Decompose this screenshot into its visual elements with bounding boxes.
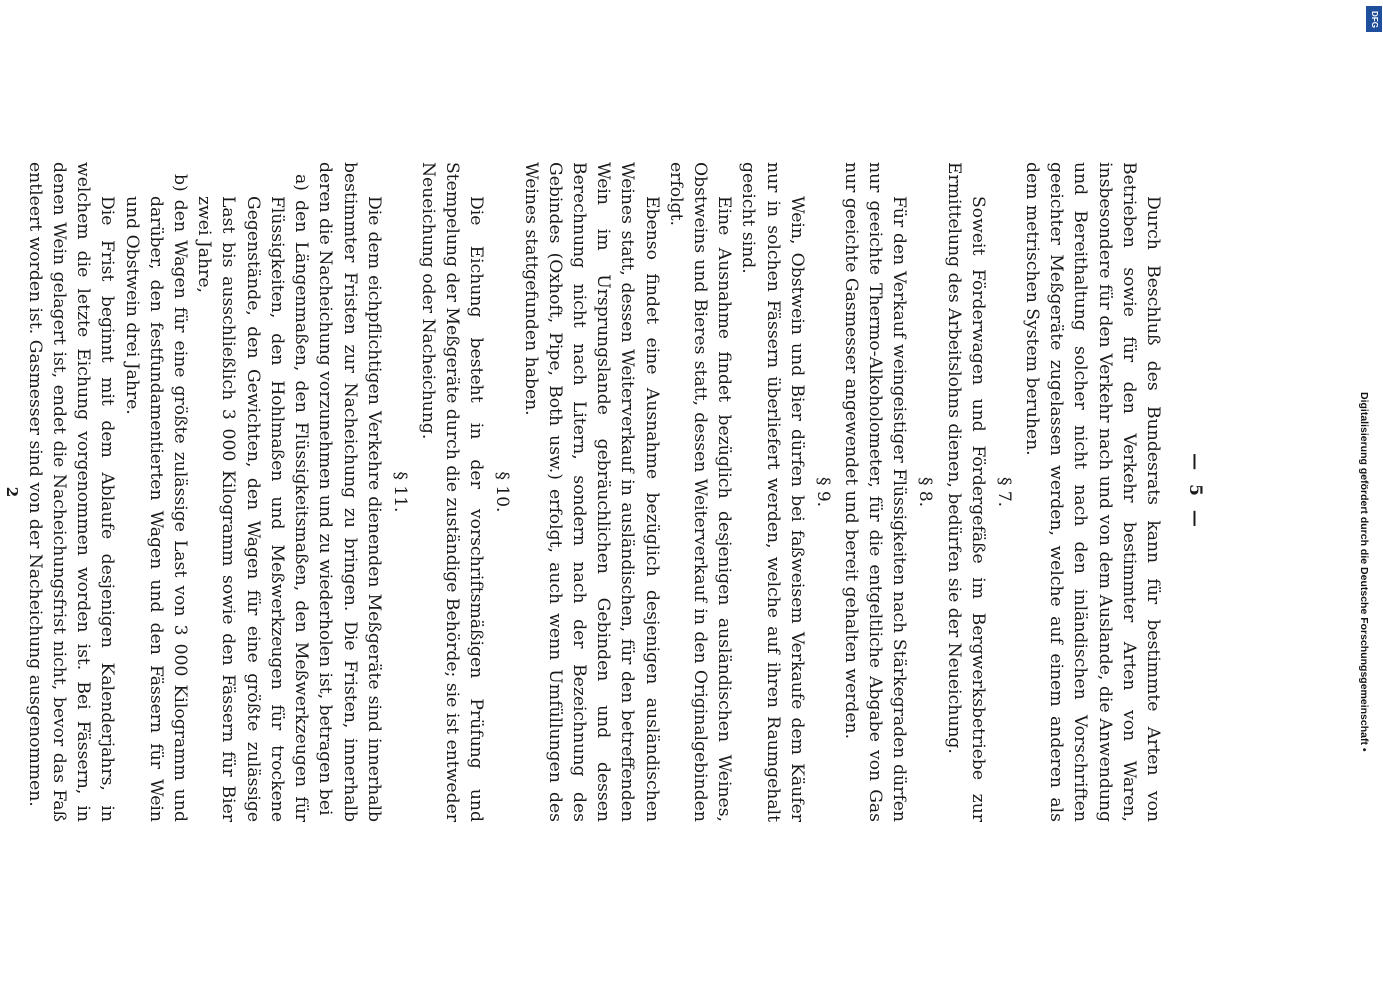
section-heading-10: § 10.: [492, 471, 513, 513]
section-heading-8: § 8.: [915, 476, 936, 508]
paragraph-intro: Durch Beschluß des Bundesrats kann für bestimmte Arten von Betrieben sowie für den Verkehr bestimmter Arten von Waren, insbesondere für den Verkehr nach und von dem Auslande, die Anwendung und Bereithaltung solcher nicht nach den inländischen Vorschriften geeichter Meßgeräte zugelassen werden, welche auf einem anderen als dem metrischen System beruhen.: [1021, 162, 1163, 822]
digitization-credit: Digitalisierung gefördert durch die Deutsche Forschungsgemeinschaft •: [1358, 392, 1370, 752]
paragraph-section-11a: Die dem eichpflichtigen Verkehre dienenden Meßgeräte sind innerhalb bestimmter Fristen zur Nacheichung zu bringen. Die Fristen, innerhalb deren die Nacheichung vorzunehmen und zu wiederholen ist, betragen bei: [315, 162, 384, 822]
section-heading-7: § 7.: [993, 476, 1014, 508]
page-number: — 5 —: [1185, 453, 1205, 531]
dfg-logo-text: DFG: [1369, 10, 1379, 28]
paragraph-section-8: Für den Verkauf weingeistiger Flüssigkeiten nach Stärkegraden dürfen nur geeichte Thermo-Alkoholometer, für die entgeltliche Abgabe von Gas nur geeichte Gasmesser angewendet und bereit gehalten werden.: [840, 162, 910, 822]
paragraph-section-9c: Ebenso findet eine Ausnahme bezüglich desjenigen ausländischen Weines statt, dessen Weiterverkauf in ausländischen, für den betreffenden Wein im Ursprungslande gebräuchlichen Gebinden und dessen Berechnung nicht nach Litern, sondern nach der Bezeichnung des Gebindes (Oxhoft, Pipe, Both usw.) erfolgt, auch wenn Umfüllungen des Weines stattgefunden haben.: [520, 162, 662, 822]
section-heading-11: § 11.: [389, 471, 410, 513]
dfg-logo: [1366, 6, 1382, 32]
paragraph-section-9a: Wein, Obstwein und Bier dürfen bei faßweisem Verkaufe dem Käufer nur in solchen Fässern überliefert werden, welche auf ihren Raumgehalt geeicht sind.: [738, 162, 807, 822]
list-item-a: a) den Längenmaßen, den Flüssigkeitsmaßen, den Meßwerkzeugen für Flüssigkeiten, den Hohlmaßen und Meßwerkzeugen für trockene Gegenstände, den Gewichten, den Wagen für eine größte zulässige Last bis ausschließlich 3 000 Kilogramm sowie den Fässern für Bier zwei Jahre,: [194, 174, 312, 822]
rotated-text-block: [2, 162, 1205, 822]
paragraph-section-9b: Eine Ausnahme findet bezüglich desjenigen ausländischen Weines, Obstweins und Bieres statt, dessen Weiterverkauf in den Originalgebinden erfolgt.: [665, 162, 735, 822]
paragraph-section-10: Die Eichung besteht in der vorschriftsmäßigen Prüfung und Stempelung der Meßgeräte durch die zuständige Behörde; sie ist entweder Neueichung oder Nacheichung.: [417, 162, 487, 822]
section-heading-9: § 9.: [812, 476, 833, 508]
list-item-b: b) den Wagen für eine größte zulässige Last von 3 000 Kilogramm und darüber, den festfundamentierten Wagen und den Fässern für Wein und Obstwein drei Jahre.: [121, 174, 191, 822]
paragraph-section-7: Soweit Förderwagen und Fördergefäße im Bergwerksbetriebe zur Ermittelung des Arbeitslohns dienen, bedürfen sie der Neueichung.: [943, 162, 988, 822]
paragraph-section-11b: Die Frist beginnt mit dem Ablaufe desjenigen Kalenderjahrs, in welchem die letzte Eichung vorgenommen worden ist. Bei Fässern, in denen Wein gelagert ist, endet die Nacheichungsfrist nicht, bevor das Faß entleert worden ist. Gasmesser sind von der Nacheichung ausgenommen.: [24, 162, 118, 822]
signature-mark: 2: [2, 486, 21, 498]
